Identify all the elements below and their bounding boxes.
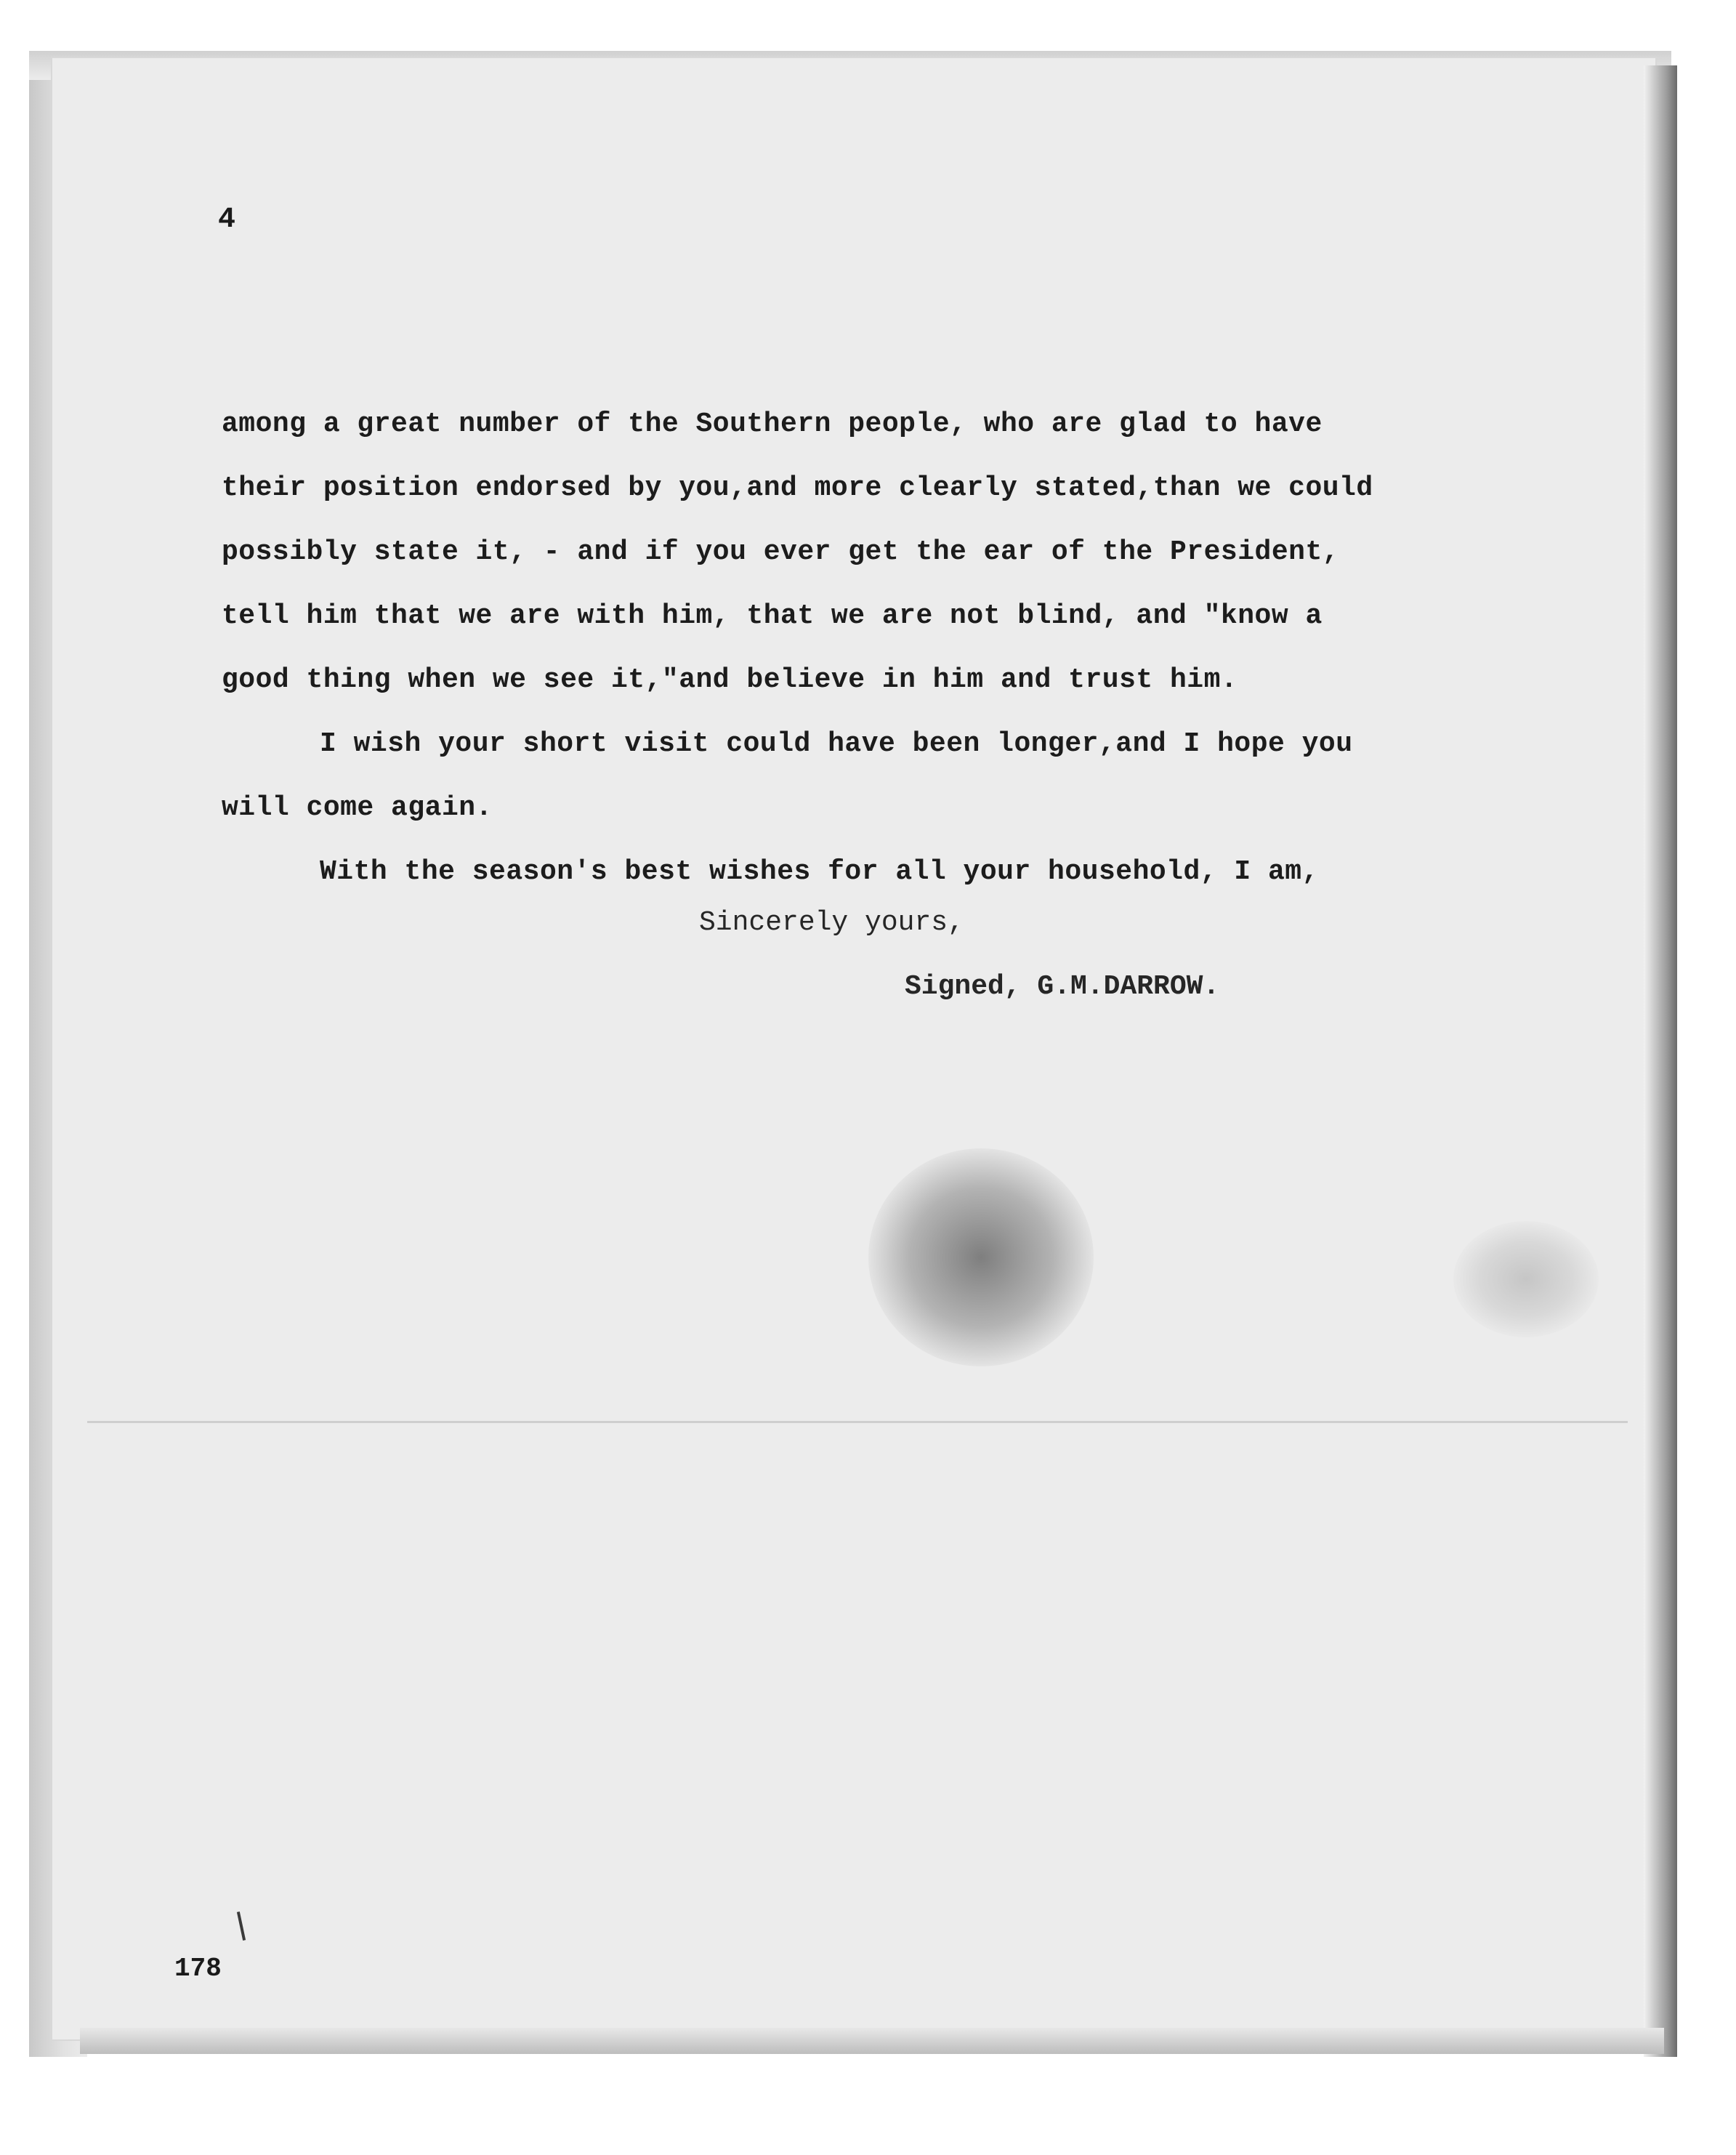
scan-edge-bottom [80, 2028, 1664, 2054]
faint-smudge [1453, 1221, 1599, 1337]
text-line: will come again. [222, 792, 493, 823]
footer-page-number: 178 [174, 1954, 222, 1983]
letter-body [222, 392, 1551, 904]
signature-line: Signed, G.M.DARROW. [905, 971, 1220, 1002]
fold-line [87, 1421, 1628, 1423]
text-line: possibly state it, - and if you ever get the ear of the President, [222, 536, 1340, 568]
closing-salutation: Sincerely yours, [699, 907, 964, 938]
text-line: their position endorsed by you,and more clearly stated,than we could [222, 472, 1373, 504]
text-line: good thing when we see it,"and believe in him and trust him. [222, 664, 1238, 696]
text-line: With the season's best wishes for all your household, I am, [320, 856, 1319, 887]
text-line: among a great number of the Southern people, who are glad to have [222, 408, 1323, 440]
paper-sheet [51, 57, 1657, 2041]
scan-edge-right [1644, 65, 1677, 2057]
ink-smudge [868, 1148, 1094, 1366]
text-line: I wish your short visit could have been longer,and I hope you [320, 728, 1353, 760]
text-line: tell him that we are with him, that we are not blind, and "know a [222, 600, 1323, 632]
page-number: 4 [218, 204, 236, 236]
